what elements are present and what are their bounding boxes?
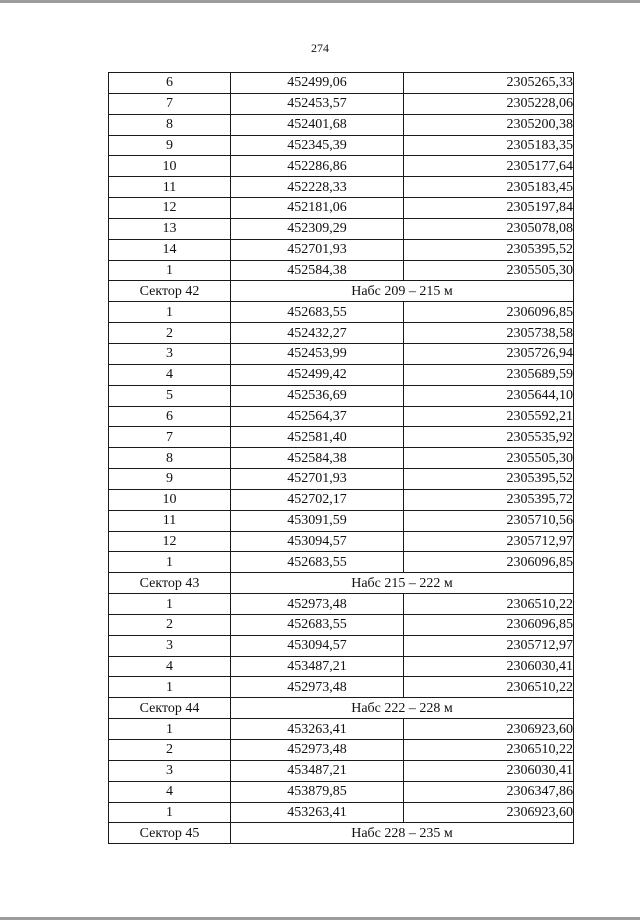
coordinate-y: 2305177,64 [404,156,574,177]
sector-altitude-range: Набс 222 – 228 м [231,698,574,719]
coordinate-row [109,719,574,740]
point-number: 10 [109,489,231,510]
sector-header-row [109,573,574,594]
coordinate-row [109,677,574,698]
point-number: 1 [109,719,231,740]
point-number: 7 [109,93,231,114]
coordinate-x: 453094,57 [231,635,404,656]
point-number: 4 [109,781,231,802]
point-number: 2 [109,323,231,344]
coordinates-table [108,72,574,844]
coordinate-x: 452181,06 [231,198,404,219]
coordinate-y: 2305644,10 [404,385,574,406]
coordinate-x: 452309,29 [231,218,404,239]
point-number: 3 [109,760,231,781]
sector-label: Сектор 42 [109,281,231,302]
coordinate-y: 2306096,85 [404,302,574,323]
coordinate-row [109,489,574,510]
page-number: 274 [311,41,329,55]
coordinate-row [109,177,574,198]
coordinate-row [109,614,574,635]
coordinate-y: 2305592,21 [404,406,574,427]
coordinate-x: 452228,33 [231,177,404,198]
coordinate-x: 453263,41 [231,802,404,823]
coordinate-row [109,760,574,781]
coordinate-row [109,781,574,802]
coordinate-y: 2305395,72 [404,489,574,510]
coordinate-y: 2305505,30 [404,448,574,469]
coordinate-x: 452581,40 [231,427,404,448]
coordinate-row [109,156,574,177]
coordinate-row [109,594,574,615]
point-number: 7 [109,427,231,448]
coordinate-y: 2305712,97 [404,531,574,552]
coordinate-x: 452453,57 [231,93,404,114]
coordinate-x: 452286,86 [231,156,404,177]
coordinate-row [109,656,574,677]
sector-header-row [109,281,574,302]
point-number: 2 [109,614,231,635]
coordinate-row [109,802,574,823]
coordinate-y: 2305183,35 [404,135,574,156]
coordinate-x: 453263,41 [231,719,404,740]
coordinate-row [109,448,574,469]
coordinate-row [109,302,574,323]
coordinate-x: 452701,93 [231,239,404,260]
coordinate-y: 2305078,08 [404,218,574,239]
coordinate-y: 2306030,41 [404,760,574,781]
point-number: 1 [109,260,231,281]
coordinate-row [109,239,574,260]
point-number: 3 [109,635,231,656]
coordinate-row [109,740,574,761]
coordinate-x: 453091,59 [231,510,404,531]
coordinate-row [109,93,574,114]
coordinate-x: 452432,27 [231,323,404,344]
coordinate-x: 453879,85 [231,781,404,802]
coordinate-x: 452701,93 [231,469,404,490]
coordinate-y: 2305726,94 [404,343,574,364]
coordinate-x: 452584,38 [231,260,404,281]
point-number: 12 [109,198,231,219]
coordinate-x: 452683,55 [231,552,404,573]
sector-label: Сектор 43 [109,573,231,594]
coordinate-x: 453094,57 [231,531,404,552]
point-number: 6 [109,73,231,94]
point-number: 1 [109,594,231,615]
coordinate-y: 2306510,22 [404,677,574,698]
coordinate-y: 2306096,85 [404,614,574,635]
coordinate-x: 452702,17 [231,489,404,510]
coordinate-x: 452499,06 [231,73,404,94]
point-number: 9 [109,469,231,490]
coordinate-row [109,510,574,531]
coordinate-row [109,198,574,219]
point-number: 8 [109,114,231,135]
coordinate-x: 452453,99 [231,343,404,364]
coordinate-row [109,406,574,427]
coordinate-row [109,385,574,406]
coordinate-y: 2305228,06 [404,93,574,114]
coordinate-x: 452683,55 [231,302,404,323]
coordinate-y: 2305395,52 [404,469,574,490]
coordinate-y: 2306347,86 [404,781,574,802]
coordinate-y: 2305710,56 [404,510,574,531]
coordinate-x: 452401,68 [231,114,404,135]
coordinate-row [109,114,574,135]
coordinate-y: 2306510,22 [404,740,574,761]
coordinates-table-body [109,73,574,844]
coordinate-row [109,469,574,490]
coordinate-x: 452584,38 [231,448,404,469]
coordinate-x: 452973,48 [231,594,404,615]
coordinate-row [109,343,574,364]
sector-header-row [109,823,574,844]
coordinate-row [109,364,574,385]
sector-altitude-range: Набс 215 – 222 м [231,573,574,594]
coordinate-row [109,635,574,656]
coordinate-row [109,218,574,239]
coordinate-x: 452973,48 [231,740,404,761]
coordinate-row [109,427,574,448]
coordinate-y: 2305712,97 [404,635,574,656]
coordinate-x: 452499,42 [231,364,404,385]
coordinate-y: 2305535,92 [404,427,574,448]
point-number: 4 [109,656,231,677]
sector-altitude-range: Набс 209 – 215 м [231,281,574,302]
coordinate-y: 2305395,52 [404,239,574,260]
coordinate-y: 2305738,58 [404,323,574,344]
point-number: 6 [109,406,231,427]
coordinate-x: 452564,37 [231,406,404,427]
coordinate-y: 2305200,38 [404,114,574,135]
point-number: 11 [109,510,231,531]
coordinate-x: 452345,39 [231,135,404,156]
coordinate-y: 2306923,60 [404,802,574,823]
coordinate-y: 2306923,60 [404,719,574,740]
point-number: 9 [109,135,231,156]
coordinate-x: 452536,69 [231,385,404,406]
coordinate-row [109,135,574,156]
point-number: 5 [109,385,231,406]
scan-edge-top [0,0,640,3]
point-number: 2 [109,740,231,761]
coordinate-y: 2305505,30 [404,260,574,281]
point-number: 1 [109,802,231,823]
point-number: 10 [109,156,231,177]
point-number: 1 [109,302,231,323]
point-number: 13 [109,218,231,239]
coordinate-y: 2306510,22 [404,594,574,615]
coordinate-y: 2306030,41 [404,656,574,677]
point-number: 11 [109,177,231,198]
coordinate-x: 452683,55 [231,614,404,635]
point-number: 1 [109,677,231,698]
coordinate-row [109,323,574,344]
point-number: 12 [109,531,231,552]
coordinate-y: 2306096,85 [404,552,574,573]
point-number: 3 [109,343,231,364]
coordinate-x: 453487,21 [231,656,404,677]
coordinate-y: 2305183,45 [404,177,574,198]
coordinate-row [109,260,574,281]
sector-label: Сектор 44 [109,698,231,719]
sector-header-row [109,698,574,719]
coordinate-row [109,552,574,573]
coordinate-x: 453487,21 [231,760,404,781]
point-number: 4 [109,364,231,385]
coordinate-x: 452973,48 [231,677,404,698]
coordinate-row [109,73,574,94]
sector-label: Сектор 45 [109,823,231,844]
coordinate-y: 2305689,59 [404,364,574,385]
sector-altitude-range: Набс 228 – 235 м [231,823,574,844]
coordinate-y: 2305265,33 [404,73,574,94]
coordinate-row [109,531,574,552]
point-number: 1 [109,552,231,573]
point-number: 8 [109,448,231,469]
point-number: 14 [109,239,231,260]
coordinate-y: 2305197,84 [404,198,574,219]
